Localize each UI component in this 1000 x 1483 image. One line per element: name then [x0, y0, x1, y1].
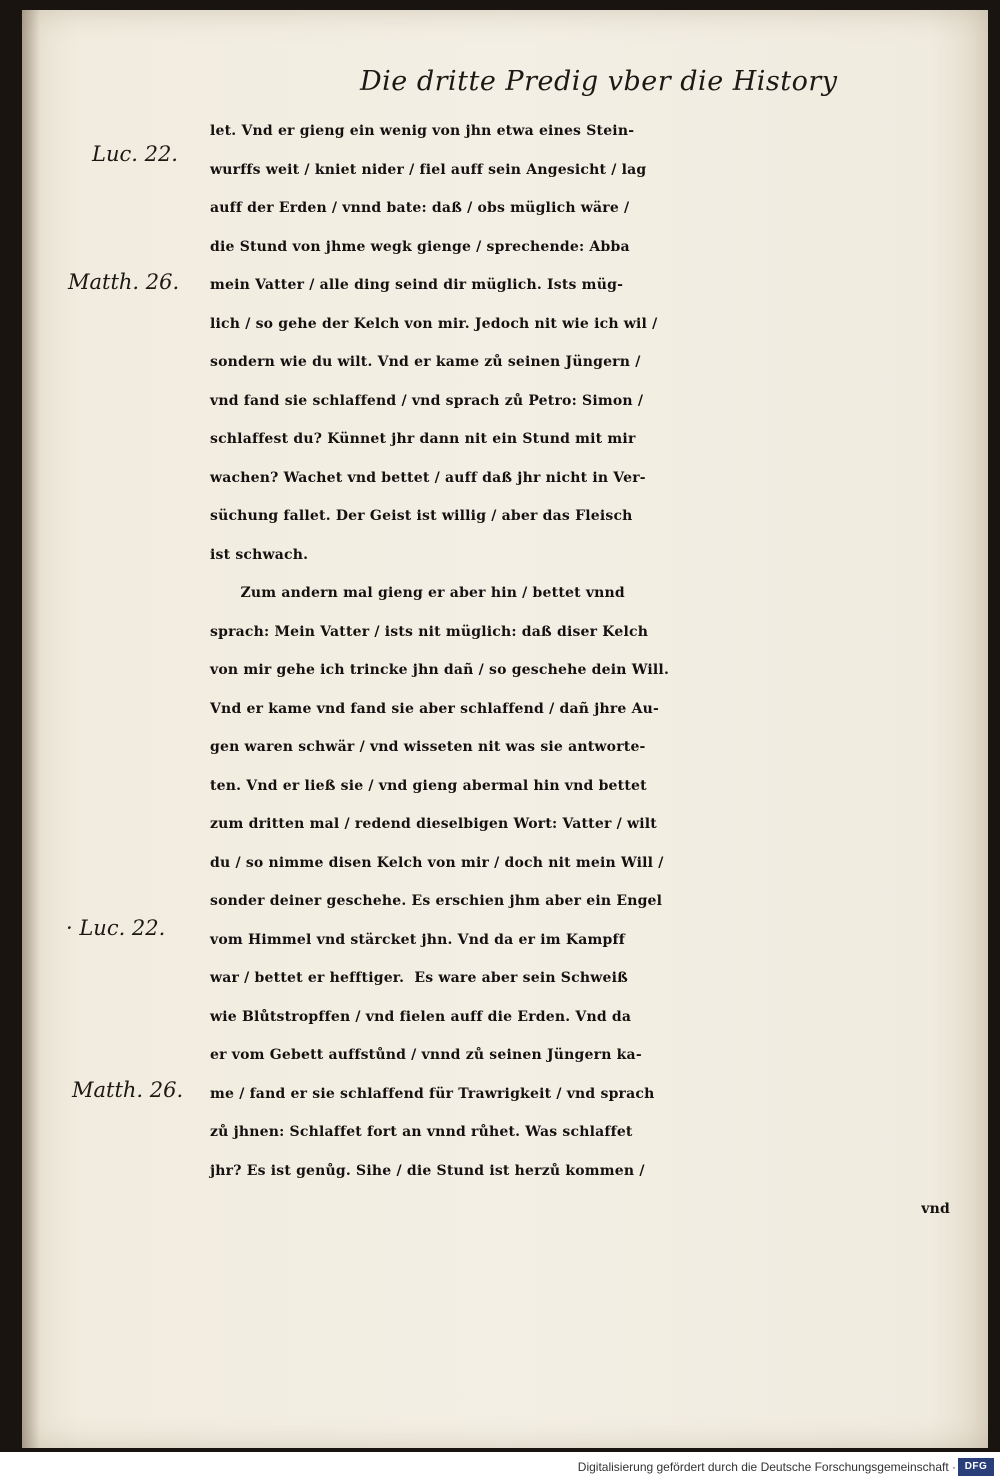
text-line: sondern wie du wilt. Vnd er kame zů seinen Jüngern / — [210, 354, 641, 370]
text-line: vnd fand sie schlaffend / vnd sprach zů Petro: Simon / — [210, 392, 644, 409]
text-line: auff der Erden / vnnd bate: daß / obs müglich wäre / — [210, 200, 630, 216]
funding-credit: Digitalisierung gefördert durch die Deutsche Forschungsgemeinschaft · — [577, 1460, 956, 1474]
text-line: me / fand er sie schlaffend für Trawrigkeit / vnd sprach — [210, 1085, 655, 1102]
text-line: du / so nimme disen Kelch von mir / doch nit mein Will / — [210, 854, 664, 871]
text-line: die Stund von jhme wegk gienge / sprechende: Abba — [210, 238, 630, 255]
margin-note-luc-22: Luc. 22. — [92, 142, 178, 166]
text-line: wurffs weit / kniet nider / fiel auff sein Angesicht / lag — [210, 161, 647, 178]
binding-shadow — [22, 10, 40, 1448]
text-line: schlaffest du? Künnet jhr dann nit ein Stund mit mir — [210, 431, 636, 447]
digitization-footer — [0, 1452, 1000, 1483]
text-line: von mir gehe ich trincke jhn dañ / so geschehe dein Will. — [210, 662, 670, 678]
text-line: süchung fallet. Der Geist ist willig / aber das Fleisch — [210, 508, 633, 524]
text-line: wie Blůtstropffen / vnd fielen auff die Erden. Vnd da — [210, 1008, 632, 1025]
text-line: wachen? Wachet vnd bettet / auff daß jhr nicht in Ver- — [210, 469, 646, 486]
text-line: zum dritten mal / redend dieselbigen Wort: Vatter / wilt — [210, 816, 657, 832]
text-line: gen waren schwär / vnd wisseten nit was sie antworte- — [210, 739, 646, 755]
text-line: er vom Gebett auffstůnd / vnnd zů seinen Jüngern ka- — [210, 1047, 642, 1063]
text-line: Vnd er kame vnd fand sie aber schlaffend / dañ jhre Au- — [210, 700, 660, 717]
main-text-block — [210, 112, 950, 1229]
text-line: jhr? Es ist genůg. Sihe / die Stund ist herzů kommen / — [210, 1162, 645, 1179]
text-line: sonder deiner geschehe. Es erschien jhm aber ein Engel — [210, 893, 663, 909]
text-line: ten. Vnd er ließ sie / vnd gieng abermal hin vnd bettet — [210, 777, 647, 794]
text-line: ist schwach. — [210, 546, 309, 563]
text-line: zů jhnen: Schlaffet fort an vnnd růhet. Was schlaffet — [210, 1124, 633, 1140]
margin-note-luc-22-second: · Luc. 22. — [66, 916, 166, 940]
dfg-logo-icon: DFG — [958, 1458, 994, 1476]
running-title: Die dritte Predig vber die History — [360, 66, 838, 97]
margin-note-matth-26: Matth. 26. — [68, 270, 180, 294]
text-line: mein Vatter / alle ding seind dir müglich. Ists müg- — [210, 277, 624, 293]
margin-note-matth-26-second: Matth. 26. — [72, 1078, 184, 1102]
text-line: sprach: Mein Vatter / ists nit müglich: daß diser Kelch — [210, 623, 649, 640]
text-line: war / bettet er hefftiger. Es ware aber sein Schweiß — [210, 970, 628, 986]
text-line: vom Himmel vnd stärcket jhn. Vnd da er im Kampff — [210, 931, 625, 948]
text-line: let. Vnd er gieng ein wenig von jhn etwa eines Stein- — [210, 123, 635, 139]
text-line: lich / so gehe der Kelch von mir. Jedoch nit wie ich wil / — [210, 315, 658, 332]
text-line: Zum andern mal gieng er aber hin / bettet vnnd — [210, 585, 625, 601]
catchword: vnd — [921, 1201, 950, 1217]
